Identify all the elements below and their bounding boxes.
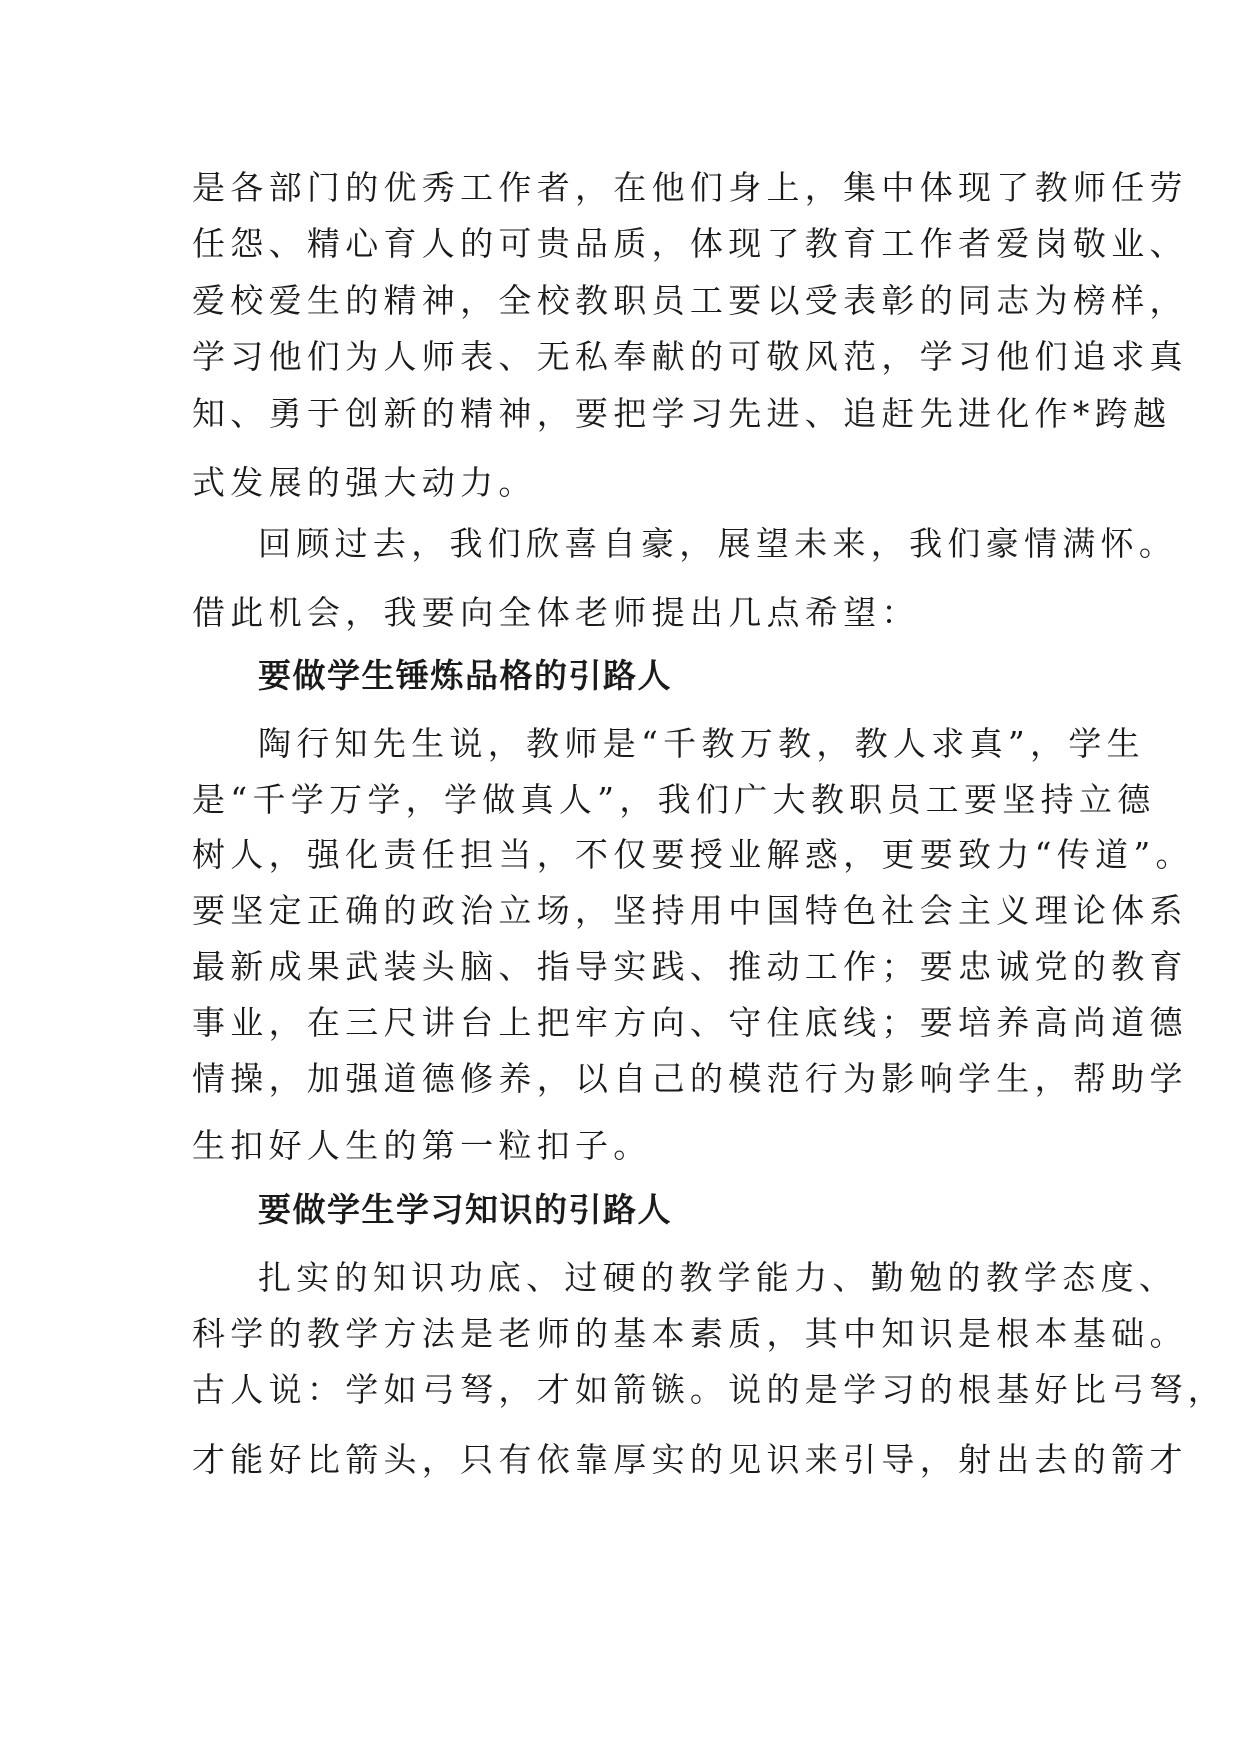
text-line: 学习他们为人师表、无私奉献的可敬风范，学习他们追求真 xyxy=(192,337,1188,376)
text-line: 借此机会，我要向全体老师提出几点希望： xyxy=(192,593,920,632)
text-line: 回顾过去，我们欣喜自豪，展望未来，我们豪情满怀。 xyxy=(258,524,1178,563)
text-line: 才能好比箭头，只有依靠厚实的见识来引导，射出去的箭才 xyxy=(192,1440,1188,1479)
text-line: 扎实的知识功底、过硬的教学能力、勤勉的教学态度、 xyxy=(258,1258,1178,1297)
text-line: 生扣好人生的第一粒扣子。 xyxy=(192,1126,652,1165)
text-line: 最新成果武装头脑、指导实践、推动工作；要忠诚党的教育 xyxy=(192,947,1188,986)
text-line: 情操，加强道德修养，以自己的模范行为影响学生，帮助学 xyxy=(192,1059,1188,1098)
text-line: 要坚定正确的政治立场，坚持用中国特色社会主义理论体系 xyxy=(192,891,1188,930)
text-line: 事业，在三尺讲台上把牢方向、守住底线；要培养高尚道德 xyxy=(192,1003,1188,1042)
text-line: 古人说：学如弓弩，才如箭镞。说的是学习的根基好比弓弩， xyxy=(192,1370,1227,1409)
text-line: 任怨、精心育人的可贵品质，体现了教育工作者爱岗敬业、 xyxy=(192,224,1188,263)
text-line: 爱校爱生的精神，全校教职员工要以受表彰的同志为榜样， xyxy=(192,281,1188,320)
text-line: 知、勇于创新的精神，要把学习先进、追赶先进化作*跨越 xyxy=(192,394,1172,433)
section-heading: 要做学生学习知识的引路人 xyxy=(258,1190,672,1229)
section-heading: 要做学生锤炼品格的引路人 xyxy=(258,656,672,695)
text-line: 式发展的强大动力。 xyxy=(192,463,537,502)
text-line: 科学的教学方法是老师的基本素质，其中知识是根本基础。 xyxy=(192,1314,1188,1353)
text-line: 树人，强化责任担当，不仅要授业解惑，更要致力“传道”。 xyxy=(192,835,1194,874)
text-line: 是“千学万学，学做真人”，我们广大教职员工要坚持立德 xyxy=(192,780,1156,819)
text-line: 陶行知先生说，教师是“千教万教，教人求真”，学生 xyxy=(258,724,1145,763)
text-line: 是各部门的优秀工作者，在他们身上，集中体现了教师任劳 xyxy=(192,168,1188,207)
